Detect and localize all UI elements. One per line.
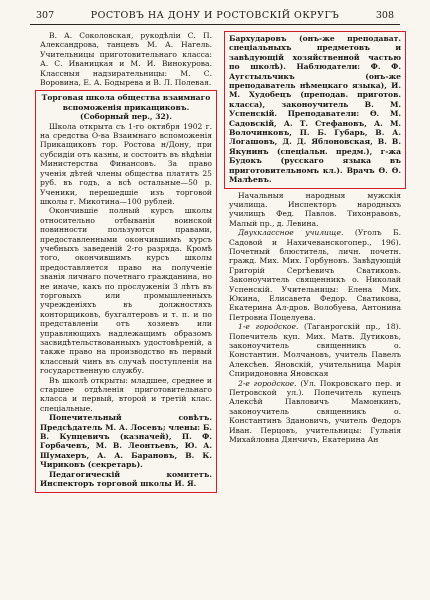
trade-school-founding: Школа открыта съ 1-го октября 1902 г. на средства О-ва Взаимнаго вспоможенія Прикащиковъ гор. Ростова н/Дону, при субсидіи отъ казны, и состоитъ въ вѣдѣніи Министерства Финансовъ. За право ученія дѣтей члены общества платятъ 25 руб. въ годъ, а всѣ остальные—50 р. Ученики, перешедшіе изъ торговой школы г. Микотина—100 рублей. [40, 121, 212, 206]
trade-school-staff: Бархударовъ (онъ-же преподават. спеціальныхъ предметовъ и завѣдующій хозяйственной частью по школѣ). Наблюдатели: Ф. Ф. Аугстыльчикъ (онъ-же преподаватель нѣмецкаго языка), И. М. Худобецъ (преподав. приготов. класса), законоучитель В. М. Успенскій. Преподаватели: Ѳ. М. Садовскій, А. Т. Стефановъ, А. М. Волочинковъ, П. Б. Губарь, В. А. Логашовъ, Д. Д. Яблоновская, В. В. Якунинъ (спеціальн. предм.), г-жа Будокъ (русскаго языка въ приготовительномъ кл.). Врачъ Ѳ. Ѳ. Малѣевъ. [229, 34, 401, 185]
trade-school-staff-entry [224, 31, 406, 189]
running-title: РОСТОВЪ НА ДОНУ И РОСТОВСКІЙ ОКРУГЪ [90, 10, 340, 21]
header-rule [30, 24, 400, 25]
trade-school-entry [35, 90, 217, 492]
second-city-school [229, 379, 401, 445]
two-class-school-text: (Уголъ Б. Садовой и Нахичеванскогопер., 196). Почетный блюститель, личн. почетн. гражд. Мих. Мих. Горбуновъ. Завѣдующій Григорій Сергѣевичъ Сватиковъ. Законоучитель священникъ о. Николай Успенскій. Учительницы: Елена Мих. Юкина, Елисавета Федор. Сватикова, Екатерина Ал-дров. Волобуева, Антонина Петровна Поцелуева. [229, 228, 401, 322]
running-header [36, 9, 394, 23]
trade-school-committee: Педагогическій комитетъ. Инспекторъ торговой школы И. Я. [40, 469, 212, 489]
second-city-school-heading: 2-е городское. [238, 378, 297, 388]
first-city-school [229, 322, 401, 378]
trade-school-council: Попечительный совѣтъ. Предсѣдатель М. А. Лосевъ; члены: Б. В. Купцевичъ (казначей), П. Ф. Горбачевъ, М. В. Леонтьевъ, Ю. А. Шумахеръ, А. А. Барановъ, В. К. Чириковъ (секретарь). [40, 413, 212, 470]
first-city-school-heading: 1-е городское. [238, 322, 299, 332]
trade-school-rights: Окончившіе полный курсъ школы относительно отбыванія воинской повинности пользуются правами, предоставленными окончившимъ курсъ учебныхъ заведеній 2-го разряда. Кромѣ того, окончившимъ курсъ школы предоставляется право на полученіе званія личнаго почетнаго гражданина, но не иначе, какъ по прослуженіи 3 лѣтъ въ торговыхъ или промышленныхъ учрежденіяхъ въ должностяхъ конторщиковъ, бухгалтеровъ и т. п. и по представленіи отъ хозяевъ или управляющихъ надлежащимъ образомъ засвидѣтельствованныхъ удостовѣреній, а также право на производство въ первый классный чинъ въ случаѣ поступленія на государственную службу. [40, 206, 212, 376]
trade-school-title: Торговая школа общества взаимнаго вспоможенія прикащиковъ. (Соборный пер., 32). [41, 93, 211, 122]
second-city-school-text: (Ул. Покровскаго пер. и Петровской ул.). Попечитель купецъ Алексѣй Павловичъ Мамонкинъ, законоучитель священникъ о. Константинъ Здановичъ, учитель Федоръ Иван. Перцовъ, учительницы: Гульнія Михайловна Дянчичъ, Екатерина Ан [229, 378, 401, 445]
trade-school-classes: Въ школѣ открыты: младшее, среднее и старшее отдѣленія приготовительнаго класса и первый, второй и третій клас. спеціальные. [40, 375, 212, 413]
first-city-school-text: (Таганрогскій пр., 18). Попечитель куп. Мих. Матв. Дутиковъ, законоучитель священникъ о. Константин. Молчановъ, учитель Павелъ Алексѣев. Яновскій, учительница Марія Спиридоновна Яновская [229, 322, 401, 379]
two-class-school [229, 228, 401, 322]
gymnasium-staff-continuation: В. А. Соколовская, рукодѣліи С. П. Александрова, танцевъ М. А. Нагель. Учительницы приготовительнаго класса: А. С. Иваницкая и М. И. Винокурова. Классныя надзирательницы: М. С. Воровина, Е. А. Бодырева и В. Л. Полевая. [40, 31, 212, 88]
right-column [229, 31, 401, 444]
page-number-left: 307 [36, 10, 55, 21]
primary-schools-intro: Начальныя народныя мужскія училища. Инспекторъ народныхъ училищъ Фед. Павлов. Тихонравовъ, Малый пр., д. Левина. [229, 190, 401, 228]
page-number-right: 308 [375, 10, 394, 21]
left-column [40, 31, 212, 495]
two-class-school-heading: Двухклассное училище. [238, 228, 344, 238]
